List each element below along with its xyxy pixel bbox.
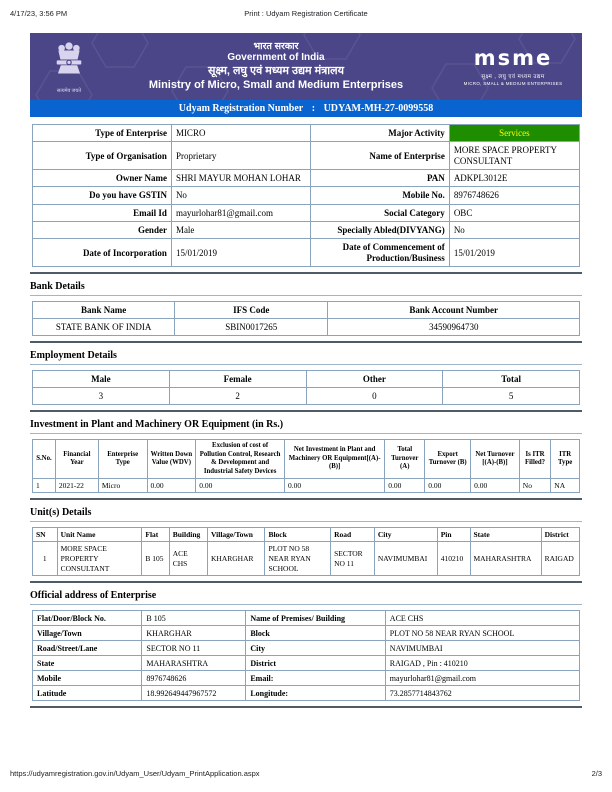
- table-row: [33, 204, 580, 221]
- column-header: Female: [169, 371, 306, 388]
- field-label: Social Category: [310, 204, 449, 221]
- column-header: City: [374, 528, 437, 542]
- field-value: MORE SPACE PROPERTY CONSULTANT: [449, 142, 579, 170]
- browser-print-footer: [10, 769, 602, 778]
- section-official-address: [30, 604, 582, 708]
- field-label: Road/Street/Lane: [33, 641, 142, 656]
- table-row: [33, 626, 580, 641]
- field-label: Name of Premises/ Building: [246, 611, 385, 626]
- column-header: Building: [169, 528, 207, 542]
- table-row: [33, 142, 580, 170]
- print-datetime: 4/17/23, 3:56 PM: [10, 9, 68, 18]
- official-address-table: [32, 610, 580, 701]
- field-value: PLOT NO 58 NEAR RYAN SCHOOL: [385, 626, 579, 641]
- field-label: PAN: [310, 170, 449, 187]
- table-row: [33, 388, 580, 405]
- msme-logo: [454, 45, 572, 86]
- table-header-row: [33, 440, 580, 479]
- cell-value: 3: [33, 388, 170, 405]
- table-row: [33, 170, 580, 187]
- cell-value: 1: [33, 542, 58, 576]
- registration-number-separator: :: [311, 103, 316, 114]
- employment-details-table: [32, 370, 580, 405]
- column-header: Net Turnover [(A)-(B)]: [471, 440, 520, 479]
- table-row: [33, 641, 580, 656]
- column-header: Exclusion of cost of Pollution Control, Research & Development and Industrial Safety Devices: [196, 440, 285, 479]
- cell-value: Micro: [98, 479, 147, 493]
- column-header: Total Turnover (A): [385, 440, 425, 479]
- cell-value: 0.00: [385, 479, 425, 493]
- table-row: [33, 671, 580, 686]
- field-value: OBC: [449, 204, 579, 221]
- column-header: IFS Code: [175, 302, 328, 319]
- field-label: Owner Name: [33, 170, 172, 187]
- field-value: 15/01/2019: [449, 239, 579, 267]
- column-header: Written Down Value (WDV): [147, 440, 196, 479]
- browser-print-header: [10, 9, 602, 18]
- cell-value: KHARGHAR: [208, 542, 265, 576]
- bank-details-table: [32, 301, 580, 336]
- field-value: ACE CHS: [385, 611, 579, 626]
- field-value: 73.2857714843762: [385, 686, 579, 701]
- table-row: [33, 319, 580, 336]
- field-value: mayurlohar81@gmail.com: [385, 671, 579, 686]
- field-label: Type of Enterprise: [33, 125, 172, 142]
- column-header: Male: [33, 371, 170, 388]
- table-header-row: [33, 302, 580, 319]
- table-row: [33, 686, 580, 701]
- cell-value: MAHARASHTRA: [470, 542, 541, 576]
- national-emblem: [40, 40, 98, 94]
- registration-number-bar: [30, 100, 582, 117]
- column-header: Financial Year: [55, 440, 98, 479]
- table-row: [33, 222, 580, 239]
- field-value: B 105: [142, 611, 246, 626]
- column-header: Is ITR Filled?: [519, 440, 551, 479]
- column-header: Village/Town: [208, 528, 265, 542]
- field-label: Date of Incorporation: [33, 239, 172, 267]
- banner-english-government: Government of India: [227, 52, 325, 64]
- section-units-details: [30, 521, 582, 583]
- table-header-row: [33, 371, 580, 388]
- field-label: District: [246, 656, 385, 671]
- field-label: Village/Town: [33, 626, 142, 641]
- section-heading-investment: Investment in Plant and Machinery OR Equipment (in Rs.): [30, 419, 284, 431]
- column-header: ITR Type: [551, 440, 580, 479]
- section-heading-units: Unit(s) Details: [30, 507, 92, 519]
- registration-number-label: Udyam Registration Number: [178, 103, 304, 114]
- field-label: Type of Organisation: [33, 142, 172, 170]
- column-header: SN: [33, 528, 58, 542]
- field-label: Mobile No.: [310, 187, 449, 204]
- column-header: Unit Name: [57, 528, 142, 542]
- column-header: Total: [443, 371, 580, 388]
- field-label: Do you have GSTIN: [33, 187, 172, 204]
- field-value: No: [171, 187, 310, 204]
- field-label: City: [246, 641, 385, 656]
- column-header: Pin: [437, 528, 470, 542]
- field-value: No: [449, 222, 579, 239]
- table-row: [33, 656, 580, 671]
- column-header: District: [541, 528, 579, 542]
- cell-value: PLOT NO 58 NEAR RYAN SCHOOL: [265, 542, 331, 576]
- table-row: [33, 542, 580, 576]
- field-label: State: [33, 656, 142, 671]
- section-heading-bank: Bank Details: [30, 281, 85, 293]
- field-label: Name of Enterprise: [310, 142, 449, 170]
- table-row: [33, 611, 580, 626]
- cell-value: 0.00: [284, 479, 384, 493]
- cell-value: 0.00: [147, 479, 196, 493]
- banner-titles: [98, 41, 454, 93]
- field-label: Date of Commencement of Production/Business: [310, 239, 449, 267]
- field-label: Specially Abled(DIVYANG): [310, 222, 449, 239]
- field-label: Mobile: [33, 671, 142, 686]
- field-label: Block: [246, 626, 385, 641]
- field-value: Proprietary: [171, 142, 310, 170]
- msme-logo-hindi-tagline: सूक्ष्म , लघु एवं मध्यम उद्यम: [481, 73, 545, 80]
- cell-value: 0.00: [196, 479, 285, 493]
- column-header: Block: [265, 528, 331, 542]
- field-value: SECTOR NO 11: [142, 641, 246, 656]
- print-page-number: 2/3: [591, 769, 602, 778]
- column-header: Road: [331, 528, 375, 542]
- section-heading-employment: Employment Details: [30, 350, 117, 362]
- table-row: [33, 125, 580, 142]
- table-row: [33, 479, 580, 493]
- cell-value: 2021-22: [55, 479, 98, 493]
- government-banner: [30, 33, 582, 100]
- registration-number-value: UDYAM-MH-27-0099558: [323, 103, 434, 114]
- cell-value: 34590964730: [328, 319, 580, 336]
- column-header: Export Turnover (B): [425, 440, 471, 479]
- field-value: MICRO: [171, 125, 310, 142]
- field-label: Gender: [33, 222, 172, 239]
- field-label: Longitude:: [246, 686, 385, 701]
- banner-english-ministry: Ministry of Micro, Small and Medium Enterprises: [148, 78, 404, 91]
- field-value: mayurlohar81@gmail.com: [171, 204, 310, 221]
- field-value: RAIGAD , Pin : 410210: [385, 656, 579, 671]
- ashoka-emblem-icon: [51, 40, 87, 84]
- cell-value: ACE CHS: [169, 542, 207, 576]
- print-url: https://udyamregistration.gov.in/Udyam_User/Udyam_PrintApplication.aspx: [10, 769, 260, 778]
- field-value: SHRI MAYUR MOHAN LOHAR: [171, 170, 310, 187]
- cell-value: MORE SPACE PROPERTY CONSULTANT: [57, 542, 142, 576]
- certificate-content: [30, 33, 582, 708]
- field-value: NAVIMUMBAI: [385, 641, 579, 656]
- cell-value: 0.00: [425, 479, 471, 493]
- cell-value: 1: [33, 479, 56, 493]
- cell-value: 410210: [437, 542, 470, 576]
- table-row: [33, 239, 580, 267]
- cell-value: No: [519, 479, 551, 493]
- field-value: Male: [171, 222, 310, 239]
- column-header: Bank Name: [33, 302, 175, 319]
- column-header: Bank Account Number: [328, 302, 580, 319]
- banner-hindi-government: भारत सरकार: [253, 40, 299, 52]
- cell-value: NAVIMUMBAI: [374, 542, 437, 576]
- section-investment-details: [30, 433, 582, 500]
- emblem-motto: सत्यमेव जयते: [56, 88, 82, 94]
- column-header: State: [470, 528, 541, 542]
- section-employment-details: [30, 364, 582, 412]
- field-label: Email Id: [33, 204, 172, 221]
- table-header-row: [33, 528, 580, 542]
- field-value: 8976748626: [449, 187, 579, 204]
- cell-value: 0: [306, 388, 443, 405]
- msme-logo-english-tagline: MICRO, SMALL & MEDIUM ENTERPRISES: [463, 80, 563, 86]
- column-header: Net Investment in Plant and Machinery OR Equipment[(A)-(B)]: [284, 440, 384, 479]
- cell-value: NA: [551, 479, 580, 493]
- section-heading-address: Official address of Enterprise: [30, 590, 157, 602]
- units-table: [32, 527, 580, 576]
- table-row: [33, 187, 580, 204]
- column-header: Enterprise Type: [98, 440, 147, 479]
- cell-value: 5: [443, 388, 580, 405]
- field-value: MAHARASHTRA: [142, 656, 246, 671]
- print-title: Print : Udyam Registration Certificate: [244, 9, 368, 18]
- investment-table: [32, 439, 580, 493]
- cell-value: SBIN0017265: [175, 319, 328, 336]
- cell-value: STATE BANK OF INDIA: [33, 319, 175, 336]
- field-label: Flat/Door/Block No.: [33, 611, 142, 626]
- column-header: Flat: [142, 528, 169, 542]
- field-value: 15/01/2019: [171, 239, 310, 267]
- column-header: Other: [306, 371, 443, 388]
- section-bank-details: [30, 295, 582, 343]
- section-enterprise-details: [30, 121, 582, 274]
- field-label: Latitude: [33, 686, 142, 701]
- cell-value: RAIGAD: [541, 542, 579, 576]
- field-value: 8976748626: [142, 671, 246, 686]
- field-value: KHARGHAR: [142, 626, 246, 641]
- field-label: Major Activity: [310, 125, 449, 142]
- field-value: 18.992649447967572: [142, 686, 246, 701]
- cell-value: SECTOR NO 11: [331, 542, 375, 576]
- cell-value: 0.00: [471, 479, 520, 493]
- major-activity-badge: Services: [449, 125, 579, 142]
- banner-hindi-ministry: सूक्ष्म, लघु एवं मध्यम उद्यम मंत्रालय: [208, 64, 344, 77]
- cell-value: B 105: [142, 542, 169, 576]
- enterprise-details-table: [32, 124, 580, 267]
- column-header: S.No.: [33, 440, 56, 479]
- msme-logo-wordmark: msme: [473, 45, 553, 70]
- field-value: ADKPL3012E: [449, 170, 579, 187]
- field-label: Email:: [246, 671, 385, 686]
- cell-value: 2: [169, 388, 306, 405]
